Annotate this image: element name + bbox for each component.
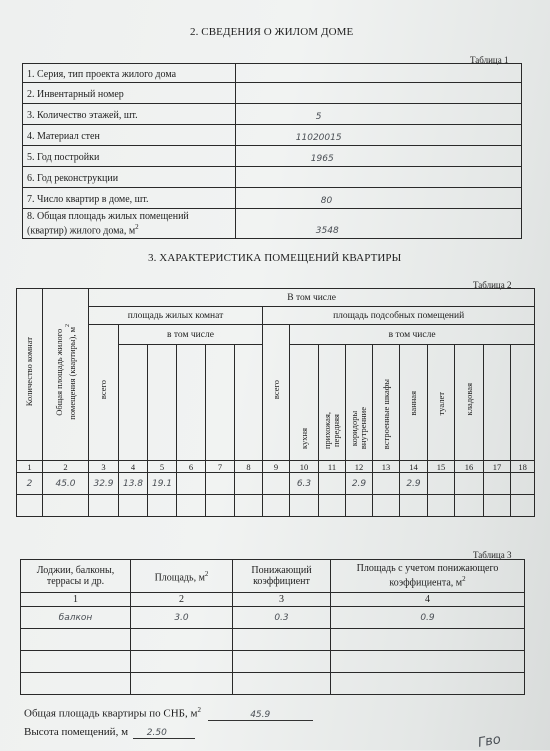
- data-cell: [206, 473, 235, 495]
- data-cell: [319, 473, 346, 495]
- balcony-type: балкон: [21, 607, 131, 629]
- header-closets: встроенные шкафы: [373, 345, 400, 461]
- table1-row-value: 80: [235, 188, 521, 209]
- data-cell: 19.1: [148, 473, 177, 495]
- header-toilet: туалет: [428, 345, 455, 461]
- section3-heading: 3. ХАРАКТЕРИСТИКА ПОМЕЩЕНИЙ КВАРТИРЫ: [148, 252, 402, 264]
- column-number: 16: [455, 461, 484, 473]
- table1-row-value: 11020015: [235, 125, 521, 146]
- column-number: 15: [428, 461, 455, 473]
- section2-heading: 2. СВЕДЕНИЯ О ЖИЛОМ ДОМЕ: [190, 26, 354, 38]
- table1-row-value: 1965: [235, 146, 521, 167]
- column-number: 3: [233, 593, 331, 607]
- header-coefficient: Понижающий коэффициент: [233, 560, 331, 593]
- column-number: 3: [89, 461, 119, 473]
- table1-row-label: 1. Серия, тип проекта жилого дома: [23, 64, 236, 83]
- column-number: 4: [119, 461, 148, 473]
- data-cell: 32.9: [89, 473, 119, 495]
- header-living-col8: [235, 345, 263, 461]
- header-col18: [511, 345, 535, 461]
- header-living-area: площадь жилых комнат: [89, 307, 263, 325]
- table2-caption: Таблица 2: [473, 280, 512, 290]
- header-adjusted-area: Площадь с учетом понижающего коэффициента, $м^2$: [331, 560, 525, 593]
- balcony-area: 3.0: [131, 607, 233, 629]
- data-cell: [484, 473, 511, 495]
- data-cell: 2.9: [400, 473, 428, 495]
- table1-row-value: [235, 64, 521, 83]
- header-aux-area: площадь подсобных помещений: [263, 307, 535, 325]
- table1-row-label: 7. Число квартир в доме, шт.: [23, 188, 236, 209]
- header-hallway: прихожая, передняя: [319, 345, 346, 461]
- column-number: 1: [17, 461, 43, 473]
- column-number: 1: [21, 593, 131, 607]
- total-area-label: Общая площадь квартиры по СНБ, м: [24, 707, 198, 720]
- table1-row-label: 2. Инвентарный номер: [23, 83, 236, 104]
- total-area-value: 45.9: [208, 708, 313, 721]
- balcony-coefficient: 0.3: [233, 607, 331, 629]
- column-number: 13: [373, 461, 400, 473]
- column-number: 12: [346, 461, 373, 473]
- total-area-line: Общая площадь квартиры по СНБ, $м^2$ 45.9: [24, 706, 313, 721]
- table3-balconies: [20, 559, 525, 695]
- header-col17: [484, 345, 511, 461]
- header-storage: кладовая: [455, 345, 484, 461]
- room-height-line: [24, 726, 195, 739]
- column-number: 11: [319, 461, 346, 473]
- table1-row-value: [235, 167, 521, 188]
- data-cell: [455, 473, 484, 495]
- header-area: Площадь, $м^2$: [131, 560, 233, 593]
- table1-row-value: 3548: [235, 209, 521, 239]
- room-height-value: 2.50: [133, 726, 195, 739]
- header-living-col4: [119, 345, 148, 461]
- room-height-label: Высота помещений, м: [24, 726, 129, 738]
- column-number: 6: [177, 461, 206, 473]
- column-number: 9: [263, 461, 290, 473]
- table1-row-label: 3. Количество этажей, шт.: [23, 104, 236, 125]
- column-number: 14: [400, 461, 428, 473]
- header-living-including: в том числе: [119, 325, 263, 345]
- header-including: В том числе: [89, 289, 535, 307]
- column-number: 7: [206, 461, 235, 473]
- table3-caption: Таблица 3: [473, 550, 512, 560]
- table1-row-value: [235, 83, 521, 104]
- header-living-col6: [177, 345, 206, 461]
- balcony-adjusted-area: 0.9: [331, 607, 525, 629]
- data-cell: [177, 473, 206, 495]
- header-living-col5: [148, 345, 177, 461]
- header-total-area: Общая площадь жилого помещения (квартиры), $м^2$: [43, 289, 89, 461]
- column-number: 2: [131, 593, 233, 607]
- header-corridors: коридоры внутренние: [346, 345, 373, 461]
- table1-row-label: 6. Год реконструкции: [23, 167, 236, 188]
- table2-apartment-rooms: [16, 288, 535, 517]
- data-cell: [235, 473, 263, 495]
- data-cell: [263, 473, 290, 495]
- column-number: 18: [511, 461, 535, 473]
- header-kitchen: кухня: [290, 345, 319, 461]
- header-balconies: Лоджии, балконы, террасы и др.: [21, 560, 131, 593]
- data-cell: 13.8: [119, 473, 148, 495]
- column-number: 17: [484, 461, 511, 473]
- table1-building-info: [22, 63, 522, 239]
- signature-fragment: Гво: [476, 732, 502, 751]
- data-cell: [511, 473, 535, 495]
- data-cell: 2: [17, 473, 43, 495]
- column-number: 5: [148, 461, 177, 473]
- table1-row-label: 4. Материал стен: [23, 125, 236, 146]
- data-cell: [373, 473, 400, 495]
- table1-row-label: 5. Год постройки: [23, 146, 236, 167]
- table1-row-value: 5: [235, 104, 521, 125]
- header-rooms-count: Количество комнат: [17, 289, 43, 461]
- data-cell: 6.3: [290, 473, 319, 495]
- header-living-col7: [206, 345, 235, 461]
- table1-row-label: 8. Общая площадь жилых помещений (квартир) жилого дома, $м^2$: [23, 209, 236, 239]
- column-number: 2: [43, 461, 89, 473]
- column-number: 8: [235, 461, 263, 473]
- header-living-total: всего: [89, 325, 119, 461]
- table1-caption: Таблица 1: [470, 55, 509, 65]
- column-number: 4: [331, 593, 525, 607]
- header-bathroom: ванная: [400, 345, 428, 461]
- data-cell: 2.9: [346, 473, 373, 495]
- data-cell: 45.0: [43, 473, 89, 495]
- header-aux-total: всего: [263, 325, 290, 461]
- header-aux-including: в том числе: [290, 325, 535, 345]
- data-cell: [428, 473, 455, 495]
- column-number: 10: [290, 461, 319, 473]
